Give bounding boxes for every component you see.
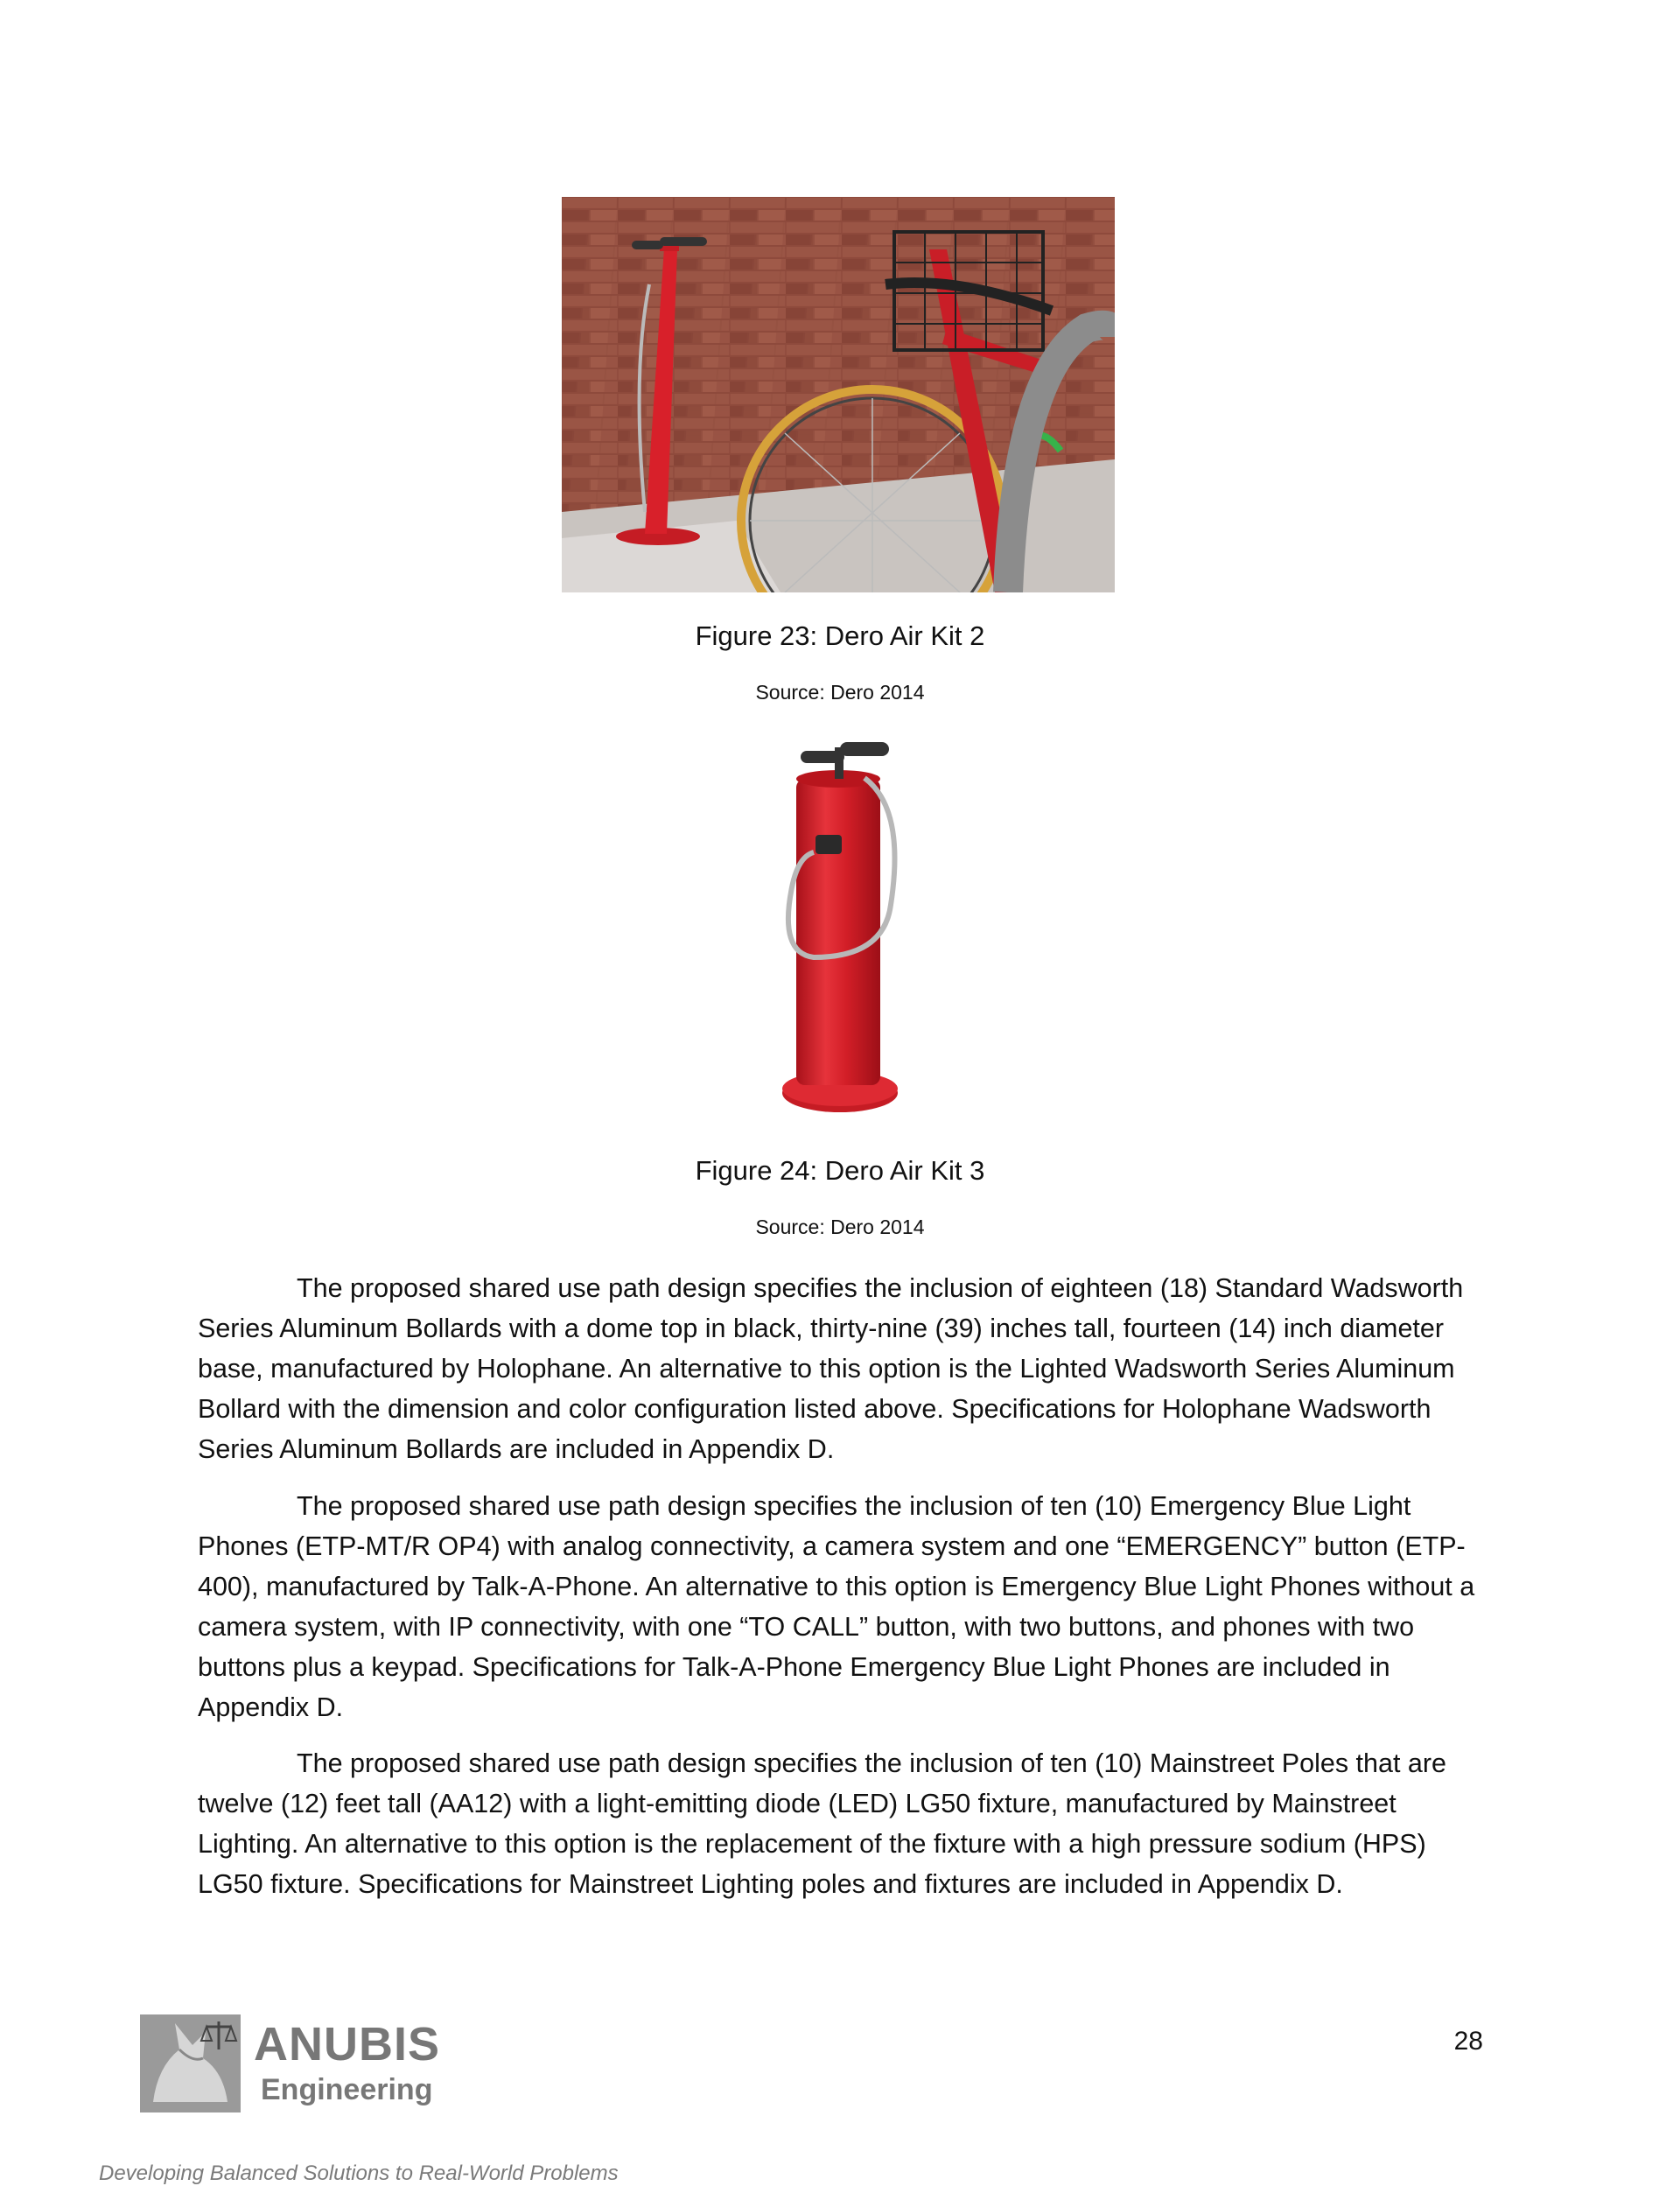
figure-23-photo	[562, 197, 1115, 592]
paragraph-bollards-text: The proposed shared use path design specifies the inclusion of eighteen (18) Standard Wadsworth Series Aluminum Bollards with a dome top in black, thirty-nine (39) inches tall, fourteen (14) inch diameter base, manufactured by Holophane. An alternative to this option is the Lighted Wadsworth Series Aluminum Bollard with the dimension and color configuration listed above. Specifications for Holophane Wadsworth Series Aluminum Bollards are included in Appendix D.	[198, 1273, 1464, 1464]
figure-23-source: Source: Dero 2014	[755, 681, 925, 704]
anubis-jackal-logo-icon	[140, 2014, 241, 2112]
paragraph-mainstreet-poles	[198, 1743, 1484, 1904]
figure-24-source: Source: Dero 2014	[755, 1216, 925, 1238]
paragraph-blue-light-phones	[198, 1486, 1484, 1727]
figure-23-caption: Figure 23: Dero Air Kit 2	[695, 620, 985, 651]
logo-company-name: ANUBIS	[254, 2018, 441, 2070]
red-air-pump-post-illustration	[752, 739, 928, 1115]
paragraph-mainstreet-poles-text: The proposed shared use path design specifies the inclusion of ten (10) Mainstreet Poles that are twelve (12) feet tall (AA12) with a light-emitting diode (LED) LG50 fixture, manufactured by Mainstreet Lighting. An alternative to this option is the replacement of the fixture with a high pressure sodium (HPS) LG50 fixture. Specifications for Mainstreet Lighting poles and fixtures are included in Appendix D.	[198, 1748, 1446, 1899]
logo-company-subtitle: Engineering	[261, 2073, 433, 2106]
paragraph-blue-light-phones-text: The proposed shared use path design specifies the inclusion of ten (10) Emergency Blue Light Phones (ETP-MT/R OP4) with analog connectivity, a camera system and one “EMERGENCY” button (ETP-400), manufactured by Talk-A-Phone. An alternative to this option is Emergency Blue Light Phones without a camera system, with IP connectivity, with one “TO CALL” button, with two buttons, and phones with two buttons plus a keypad. Specifications for Talk-A-Phone Emergency Blue Light Phones are included in Appendix D.	[198, 1491, 1475, 1722]
paragraph-bollards	[198, 1268, 1484, 1469]
page-number: 28	[1453, 2027, 1483, 2056]
footer-tagline: Developing Balanced Solutions to Real-World Problems	[99, 2161, 619, 2185]
figure-24-caption: Figure 24: Dero Air Kit 3	[695, 1155, 985, 1186]
anubis-logo	[140, 2014, 241, 2112]
bike-pump-scene-illustration	[562, 197, 1115, 592]
figure-24-photo	[752, 739, 928, 1115]
